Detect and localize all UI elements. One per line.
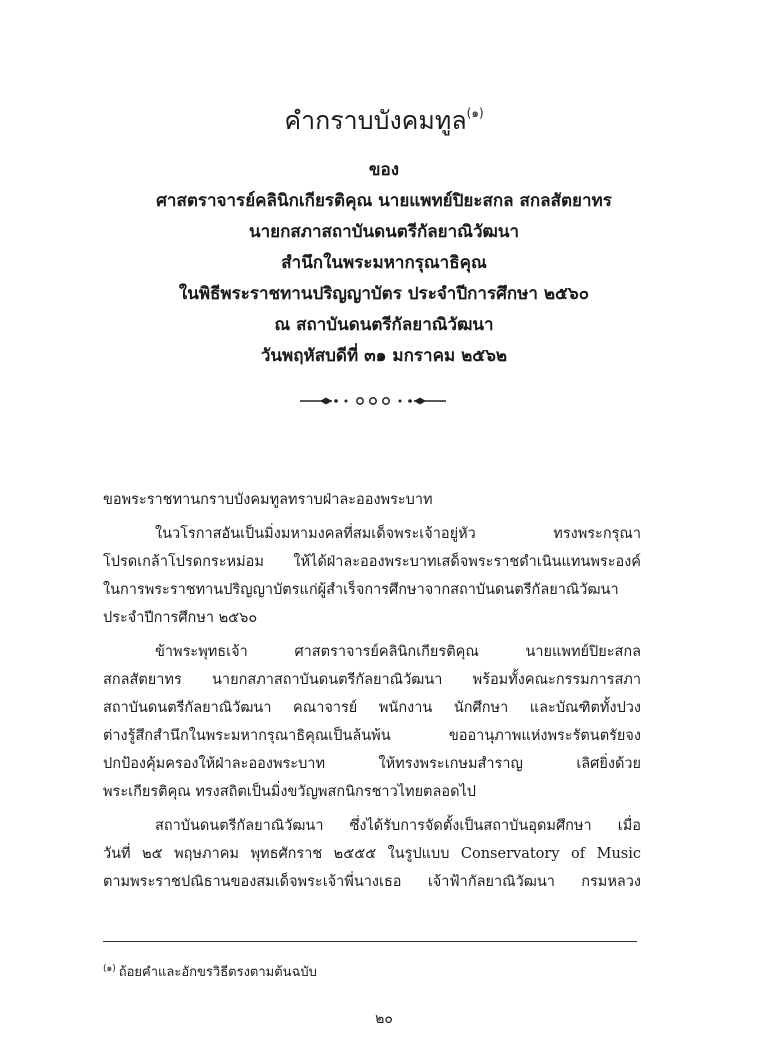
heading-line-of: ของ [368,160,400,180]
heading-line-speaker: ศาสตราจารย์คลินิกเกียรติคุณ นายแพทย์ปิยะสกล สกลสัตยาทร [156,191,612,211]
heading-line-venue: ณ สถาบันดนตรีกัลยาณิวัฒนา [274,315,494,335]
paragraph-2-line-1: ข้าพระพุทธเจ้า ศาสตราจารย์คลินิกเกียรติคุณ นายแพทย์ปิยะสกล [155,644,641,660]
footnote-text: ถ้อยคำและอักขรวิธีตรงตามต้นฉบับ [118,965,317,980]
paragraph-2-line-3: สถาบันดนตรีกัลยาณิวัฒนา คณาจารย์ พนักงาน นักศึกษา และบัณฑิตทั้งปวง [103,700,641,716]
footnote [103,958,317,984]
paragraph-2-line-6: พระเกียรติคุณ ทรงสถิตเป็นมิ่งขวัญพสกนิกรชาวไทยตลอดไป [103,784,476,800]
heading-line-ceremony: ในพิธีพระราชทานปริญญาบัตร ประจำปีการศึกษา ๒๕๖๐ [178,284,590,304]
page-number: ๒๐ [375,1011,393,1027]
paragraph-3-line-1: สถาบันดนตรีกัลยาณิวัฒนา ซึ่งได้รับการจัดตั้งเป็นสถาบันอุดมศึกษา เมื่อ [155,818,641,834]
paragraph-1-line-1: ในวโรกาสอันเป็นมิ่งมหามงคลที่สมเด็จพระเจ้าอยู่หัว ทรงพระกรุณา [155,526,641,542]
title-footnote-marker: (๑) [466,106,484,120]
paragraph-1-line-4: ประจำปีการศึกษา ๒๕๖๐ [103,610,258,626]
paragraph-2 [103,638,641,806]
paragraph-1-line-2: โปรดเกล้าโปรดกระหม่อม ให้ได้ฝ่าละอองพระบาทเสด็จพระราชดำเนินแทนพระองค์ [103,554,641,570]
paragraph-3-line-3: ตามพระราชปณิธานของสมเด็จพระเจ้าพี่นางเธอ เจ้าฟ้ากัลยาณิวัฒนา กรมหลวง [103,874,641,890]
footnote-marker: (๑) [103,964,116,974]
heading-block [0,155,768,372]
page-title [0,96,768,138]
heading-line-gratitude: สำนึกในพระมหากรุณาธิคุณ [281,253,487,273]
title-text: คำกราบบังคมทูล [284,106,467,135]
paragraph-3 [103,812,641,896]
paragraph-2-line-2: สกลสัตยาทร นายกสภาสถาบันดนตรีกัลยาณิวัฒนา พร้อมทั้งคณะกรรมการสภา [103,672,641,688]
ornament-divider [298,393,448,409]
paragraph-2-line-5: ปกป้องคุ้มครองให้ฝ่าละอองพระบาท ให้ทรงพระเกษมสำราญ เลิศยิ่งด้วย [103,756,641,772]
paragraph-1-line-3: ในการพระราชทานปริญญาบัตรแก่ผู้สำเร็จการศึกษาจากสถาบันดนตรีกัลยาณิวัฒนา [103,582,619,598]
footnote-separator [103,941,637,942]
paragraph-2-line-4: ต่างรู้สึกสำนึกในพระมหากรุณาธิคุณเป็นล้นพ้น ขออานุภาพแห่งพระรัตนตรัยจง [103,728,641,744]
heading-line-date: วันพฤหัสบดีที่ ๓๑ มกราคม ๒๕๖๒ [260,346,508,366]
paragraph-3-line-2: วันที่ ๒๕ พฤษภาคม พุทธศักราช ๒๕๕๕ ในรูปแบบ Conservatory of Music [103,846,641,862]
paragraph-1 [103,520,641,632]
salutation: ขอพระราชทานกราบบังคมทูลทราบฝ่าละอองพระบาท [103,492,433,508]
heading-line-position: นายกสภาสถาบันดนตรีกัลยาณิวัฒนา [248,222,520,242]
speech-body [103,486,641,896]
